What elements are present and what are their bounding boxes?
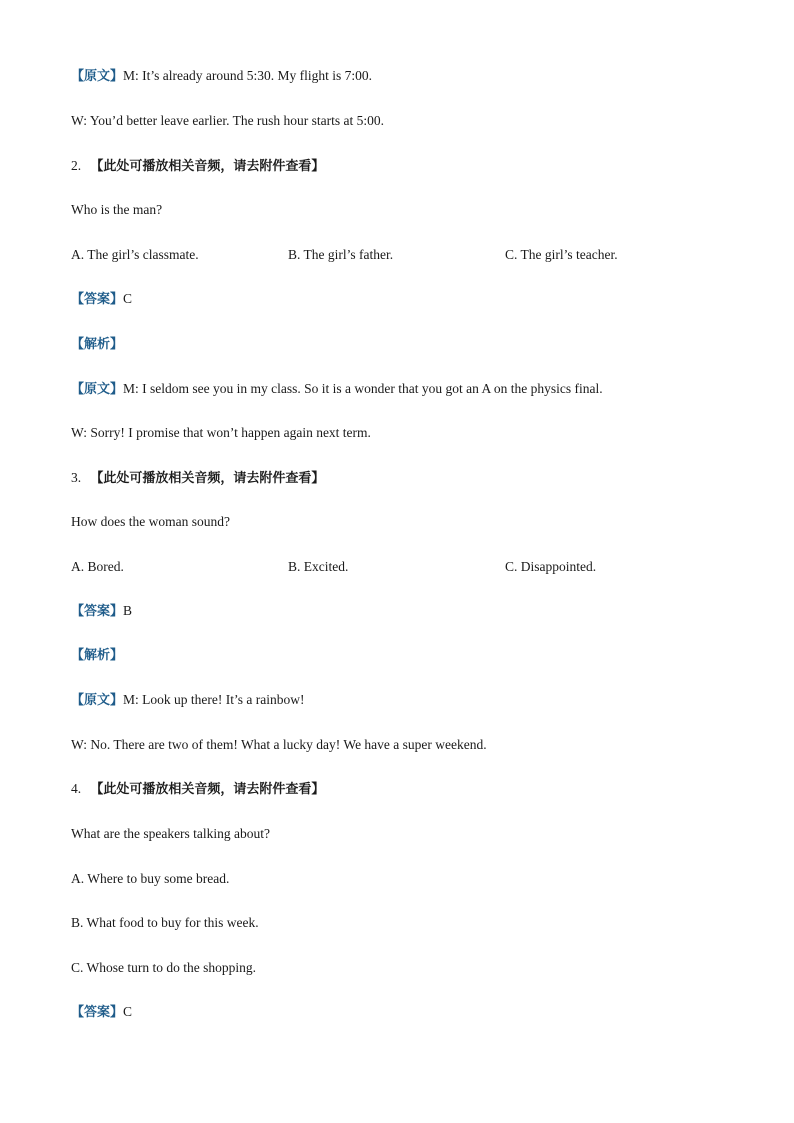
audio-note: 【此处可播放相关音频，请去附件查看】 <box>90 159 325 174</box>
audio-note: 【此处可播放相关音频，请去附件查看】 <box>90 471 325 486</box>
option-c: C. Disappointed. <box>505 559 597 574</box>
woman-line: W: No. There are two of them! What a lucky day! We have a super weekend. <box>71 737 487 752</box>
transcript-line <box>71 67 372 86</box>
transcript-line <box>71 691 304 710</box>
option-a: A. The girl’s classmate. <box>71 247 199 262</box>
option-c: C. The girl’s teacher. <box>505 247 618 262</box>
analysis-tag: 【解析】 <box>71 337 124 352</box>
option-b: B. What food to buy for this week. <box>71 915 259 930</box>
analysis-heading <box>71 646 123 665</box>
option-b: B. Excited. <box>288 559 349 574</box>
answer-value: C <box>123 291 133 306</box>
question-header <box>71 780 324 799</box>
question-text: How does the woman sound? <box>71 514 230 529</box>
answer-line <box>71 602 132 621</box>
question-header <box>71 157 324 176</box>
answer-tag: 【答案】 <box>71 1005 124 1020</box>
question-number: 4. <box>71 781 82 796</box>
question-number: 3. <box>71 470 82 485</box>
answer-tag: 【答案】 <box>71 604 124 619</box>
analysis-tag: 【解析】 <box>71 648 124 663</box>
original-tag: 【原文】 <box>71 69 124 84</box>
woman-line: W: Sorry! I promise that won’t happen again next term. <box>71 425 371 440</box>
man-line: M: Look up there! It’s a rainbow! <box>123 692 305 707</box>
answer-value: C <box>123 1004 133 1019</box>
option-c: C. Whose turn to do the shopping. <box>71 960 256 975</box>
answer-tag: 【答案】 <box>71 292 124 307</box>
question-text: Who is the man? <box>71 202 163 217</box>
question-header <box>71 469 324 488</box>
original-tag: 【原文】 <box>71 693 124 708</box>
option-a: A. Bored. <box>71 559 124 574</box>
answer-line <box>71 1003 132 1022</box>
transcript-line <box>71 380 603 399</box>
audio-note: 【此处可播放相关音频，请去附件查看】 <box>90 782 325 797</box>
man-line: M: I seldom see you in my class. So it is a wonder that you got an A on the physics final. <box>123 381 603 396</box>
woman-line: W: You’d better leave earlier. The rush hour starts at 5:00. <box>71 113 385 128</box>
option-a: A. Where to buy some bread. <box>71 871 230 886</box>
answer-value: B <box>123 603 133 618</box>
option-b: B. The girl’s father. <box>288 247 394 262</box>
analysis-heading <box>71 335 123 354</box>
answer-line <box>71 290 132 309</box>
question-number: 2. <box>71 158 82 173</box>
original-tag: 【原文】 <box>71 382 124 397</box>
question-text: What are the speakers talking about? <box>71 826 271 841</box>
man-line: M: It’s already around 5:30. My flight is 7:00. <box>123 68 372 83</box>
